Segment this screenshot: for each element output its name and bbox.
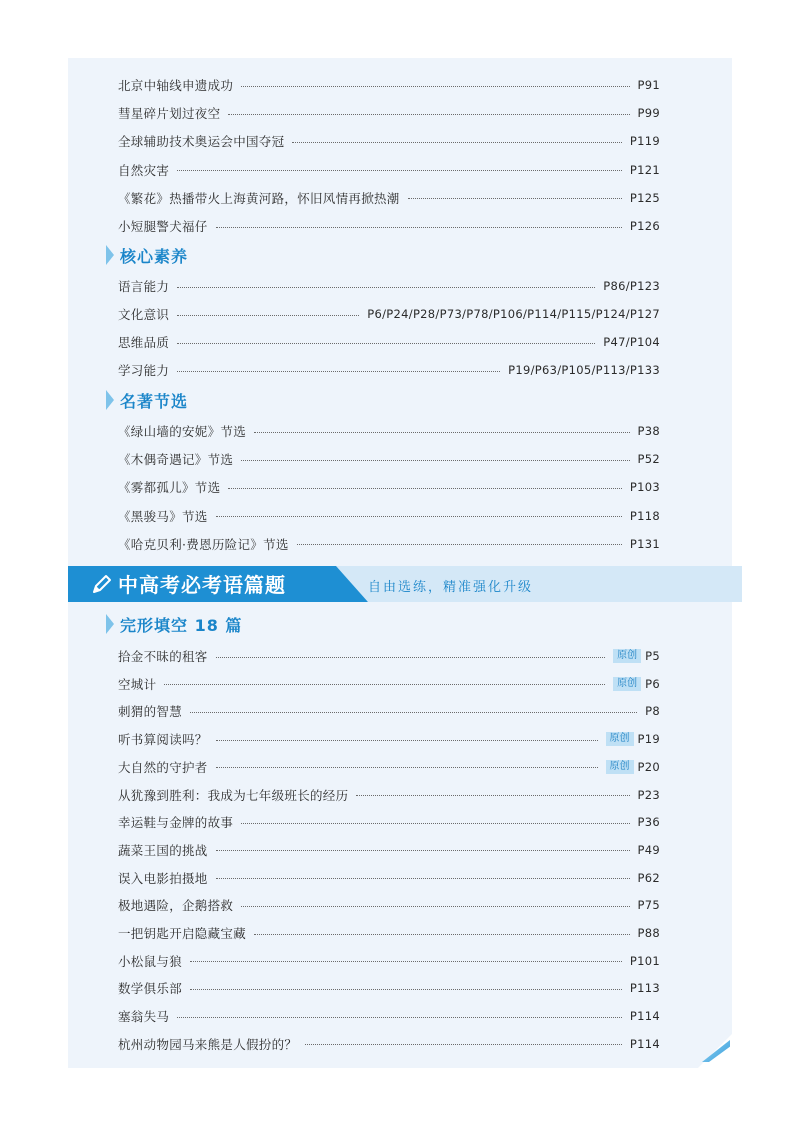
toc-entry-title: 幸运鞋与金牌的故事 <box>118 815 234 831</box>
toc-entry-title: 杭州动物园马来熊是人假扮的？ <box>118 1036 298 1052</box>
toc-entry-title: 《哈克贝利·费恩历险记》节选 <box>118 536 289 552</box>
toc-entry-title: 塞翁失马 <box>118 1009 170 1025</box>
toc-entry[interactable] <box>118 726 660 752</box>
toc-entry-title: 小短腿警犬福仔 <box>118 219 208 234</box>
toc-entry-title: 彗星碎片划过夜空 <box>118 106 221 122</box>
toc-entry[interactable] <box>118 301 660 327</box>
toc-entry-page: P125 <box>629 190 660 205</box>
section-heading-label: 名著节选 <box>120 391 189 411</box>
section-marker-icon <box>106 245 114 265</box>
toc-entry-title: 语言能力 <box>118 279 170 294</box>
toc-entry-page: P114 <box>629 1036 660 1051</box>
toc-entry-page: P36 <box>637 815 660 830</box>
toc-entry-page: P88 <box>637 926 660 940</box>
dot-leader <box>228 488 622 489</box>
original-badge: 原创 <box>606 760 634 774</box>
toc-entry[interactable] <box>118 837 660 863</box>
dot-leader <box>164 684 605 685</box>
toc-entry[interactable] <box>118 100 660 126</box>
toc-entry-page: P86/P123 <box>603 279 660 293</box>
toc-entry[interactable] <box>118 809 660 835</box>
toc-entry[interactable] <box>118 128 660 154</box>
toc-entry-page: P49 <box>637 842 660 857</box>
dot-leader <box>177 170 622 171</box>
toc-entry-title: 北京中轴线申遗成功 <box>118 78 234 93</box>
section-heading-classics <box>106 387 188 413</box>
toc-entry[interactable] <box>118 474 660 500</box>
dot-leader <box>356 795 629 796</box>
toc-entry-page: P118 <box>629 508 660 523</box>
dot-leader <box>177 1017 622 1018</box>
toc-entry-page: P119 <box>629 134 660 149</box>
toc-entry-page: P19/P63/P105/P113/P133 <box>508 363 660 377</box>
dot-leader <box>216 740 598 741</box>
dot-leader <box>177 287 595 288</box>
toc-entry-page: P103 <box>629 480 660 495</box>
toc-entry-title: 文化意识 <box>118 307 170 322</box>
dot-leader <box>216 767 598 768</box>
toc-entry-title: 空城计 <box>118 676 157 692</box>
toc-entry[interactable] <box>118 782 660 808</box>
toc-entry-title: 极地遇险，企鹅搭救 <box>118 898 234 914</box>
toc-entry-title: 思维品质 <box>118 335 170 350</box>
dot-leader <box>254 432 630 433</box>
dot-leader <box>216 227 622 228</box>
toc-entry[interactable] <box>118 157 660 183</box>
toc-entry[interactable] <box>118 213 660 239</box>
toc-entry-page: P114 <box>629 1009 660 1024</box>
toc-entry[interactable] <box>118 865 660 891</box>
toc-entry-title: 全球辅助技术奥运会中国夺冠 <box>118 134 285 150</box>
original-badge: 原创 <box>606 732 634 746</box>
dot-leader <box>216 878 630 879</box>
dot-leader <box>190 712 637 713</box>
dot-leader <box>254 934 630 935</box>
toc-entry-page: P5 <box>645 649 660 663</box>
original-badge: 原创 <box>613 649 641 663</box>
toc-entry[interactable] <box>118 698 660 724</box>
section-marker-icon <box>106 390 114 410</box>
dot-leader <box>190 989 622 990</box>
toc-entry-page: P6 <box>645 676 660 691</box>
toc-entry[interactable] <box>118 643 660 669</box>
toc-entry-title: 《繁花》热播带火上海黄河路，怀旧风情再掀热潮 <box>118 190 400 206</box>
dot-leader <box>292 142 622 143</box>
toc-entry-title: 小松鼠与狼 <box>118 953 183 969</box>
dot-leader <box>241 86 629 87</box>
pencil-icon <box>90 572 114 596</box>
contents-panel <box>68 58 732 1068</box>
toc-entry[interactable] <box>118 357 660 383</box>
toc-entry-page: P99 <box>637 106 660 121</box>
toc-entry-page: P75 <box>637 898 660 913</box>
dot-leader <box>216 516 622 517</box>
toc-entry-page: P47/P104 <box>603 335 660 349</box>
toc-entry-title: 《黑骏马》节选 <box>118 508 208 524</box>
toc-entry[interactable] <box>118 1003 660 1029</box>
page-corner-fold <box>698 1034 732 1068</box>
toc-entry-title: 数学俱乐部 <box>118 981 183 997</box>
toc-entry[interactable] <box>118 920 660 946</box>
toc-entry-page: P121 <box>629 162 660 177</box>
dot-leader <box>305 1044 622 1045</box>
toc-entry-title: 拾金不昧的租客 <box>118 649 208 664</box>
toc-entry[interactable] <box>118 948 660 974</box>
toc-entry-title: 《雾都孤儿》节选 <box>118 480 221 496</box>
toc-entry-title: 学习能力 <box>118 363 170 378</box>
toc-entry[interactable] <box>118 418 660 444</box>
toc-entry[interactable] <box>118 892 660 918</box>
toc-entry-title: 《绿山墙的安妮》节选 <box>118 424 247 439</box>
section-heading-cloze <box>106 611 242 637</box>
toc-entry-page: P23 <box>637 787 660 802</box>
toc-entry-page: P101 <box>629 953 660 968</box>
toc-entry-page: P38 <box>637 424 660 438</box>
toc-entry-title: 蔬菜王国的挑战 <box>118 842 208 858</box>
dot-leader <box>408 198 622 199</box>
section-heading-label: 完形填空 18 篇 <box>120 615 243 635</box>
toc-entry[interactable] <box>118 185 660 211</box>
original-badge: 原创 <box>613 677 641 691</box>
toc-entry[interactable] <box>118 72 660 98</box>
toc-entry[interactable] <box>118 446 660 472</box>
toc-entry-title: 一把钥匙开启隐藏宝藏 <box>118 926 247 941</box>
dot-leader <box>241 906 629 907</box>
toc-entry-page: P6/P24/P28/P73/P78/P106/P114/P115/P124/P127 <box>367 307 660 321</box>
toc-entry[interactable] <box>118 671 660 697</box>
toc-entry-page: P131 <box>629 536 660 551</box>
toc-entry-title: 误入电影拍摄地 <box>118 870 208 886</box>
toc-entry[interactable] <box>118 531 660 557</box>
toc-entry[interactable] <box>118 329 660 355</box>
section-banner <box>68 566 742 602</box>
toc-entry[interactable] <box>118 754 660 780</box>
dot-leader <box>177 371 500 372</box>
toc-entry-title: 从犹豫到胜利：我成为七年级班长的经历 <box>118 787 349 803</box>
dot-leader <box>297 544 622 545</box>
toc-entry[interactable] <box>118 273 660 299</box>
toc-entry-page: P62 <box>637 870 660 885</box>
toc-entry-page: P113 <box>629 981 660 996</box>
toc-entry[interactable] <box>118 975 660 1001</box>
toc-entry-page: P19 <box>637 732 660 747</box>
dot-leader <box>177 343 595 344</box>
toc-entry[interactable] <box>118 1031 660 1057</box>
toc-entry-page: P52 <box>637 452 660 467</box>
banner-subtitle: 自由选练，精准强化升级 <box>368 580 534 595</box>
toc-entry-page: P126 <box>629 219 660 233</box>
toc-entry[interactable] <box>118 503 660 529</box>
toc-entry-title: 听书算阅读吗？ <box>118 732 208 748</box>
section-heading-core <box>106 242 188 268</box>
toc-entry-page: P8 <box>645 704 660 719</box>
toc-entry-title: 大自然的守护者 <box>118 759 208 775</box>
dot-leader <box>241 460 629 461</box>
section-marker-icon <box>106 614 114 634</box>
dot-leader <box>228 114 629 115</box>
toc-entry-title: 刺猬的智慧 <box>118 704 183 720</box>
toc-entry-page: P20 <box>637 759 660 774</box>
dot-leader <box>177 315 359 316</box>
dot-leader <box>241 823 629 824</box>
toc-entry-page: P91 <box>637 78 660 92</box>
toc-entry-title: 《木偶奇遇记》节选 <box>118 452 234 468</box>
dot-leader <box>216 657 606 658</box>
banner-title: 中高考必考语篇题 <box>118 573 286 597</box>
dot-leader <box>190 961 622 962</box>
section-heading-label: 核心素养 <box>120 246 189 266</box>
dot-leader <box>216 850 630 851</box>
toc-entry-title: 自然灾害 <box>118 162 170 178</box>
